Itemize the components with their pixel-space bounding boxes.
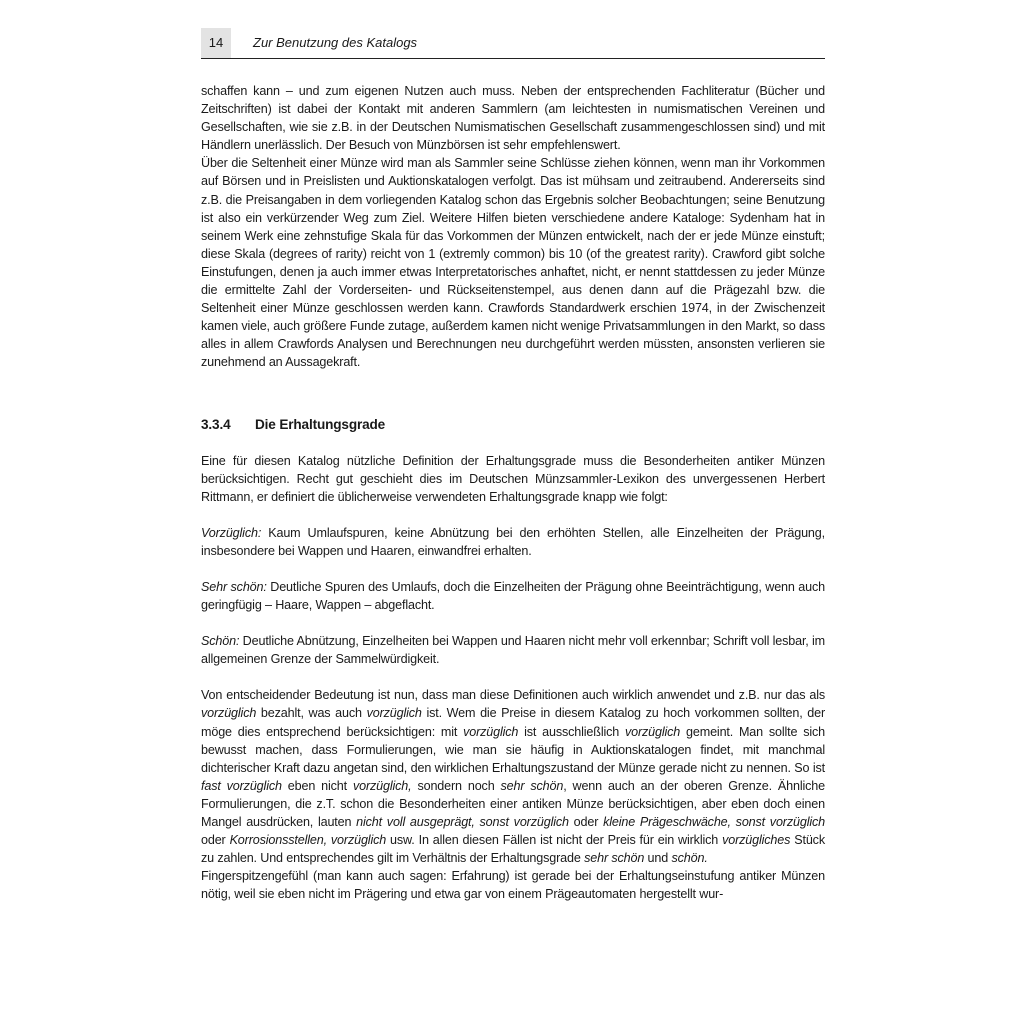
grade-term: Sehr schön: [201, 579, 267, 594]
running-header [201, 28, 825, 59]
text-run: sondern noch [411, 778, 501, 793]
text-run: gemeint. Man sollte sich bewusst machen, dass Formulierungen, wie man sie häufig in Auktionskatalogen findet, mit manchmal dichterischer Kraft dazu angetan sind, den wirklichen Erhaltungszustand der Münze gerade nicht zu nennen. So ist [201, 724, 825, 775]
emphasis: sehr schön [500, 778, 564, 793]
paragraph-continuation: schaffen kann – und zum eigenen Nutzen auch muss. Neben der entsprechenden Fachliteratur (Bücher und Zeitschriften) ist dabei der Kontakt mit anderen Sammlern (am leichtesten in numismatischen Vereinen und Gesellschaften, wie sie z.B. in der Deutschen Numismatischen Gesellschaft zusammengeschlossen sind) und mit Händlern unerlässlich. Der Besuch von Münzbörsen ist sehr empfehlenswert. [201, 84, 825, 153]
text-run: Stück zu zahlen. Und entsprechendes gilt im Verhältnis der Erhaltungsgrade [201, 833, 825, 866]
paragraph-final: Fingerspitzengefühl (man kann auch sagen: Erfahrung) ist gerade bei der Erhaltungseinstufung antiker Münzen nötig, weil sie eben nicht im Prägering und etwa gar von einem Prägeautomaten hergestellt wur- [201, 869, 825, 902]
section-number: 3.3.4 [201, 416, 231, 432]
emphasis: fast vorzüglich [201, 778, 282, 793]
emphasis: sehr schön [584, 851, 645, 866]
emphasis: vorzüglich [201, 706, 257, 721]
text-run: bezahlt, was auch [256, 706, 367, 721]
emphasis: nicht voll ausgeprägt, sonst vorzüglich [356, 815, 569, 829]
text-run: oder [568, 815, 604, 829]
paragraph-rarity: Über die Seltenheit einer Münze wird man als Sammler seine Schlüsse ziehen können, wenn man ihr Vorkommen auf Börsen und in Preislisten und Auktionskatalogen verfolgt. Das ist mühsam und zeitraubend. Andererseits sind z.B. die Preisangaben in dem vorliegenden Katalog schon das Ergebnis solcher Beobachtungen; seine Benutzung ist also ein verkürzender Weg zum Ziel. Weitere Hilfen bieten verschiedene andere Kataloge: Sydenham hat in seinem Werk eine zehnstufige Skala für das Vorkommen der Münzen entwickelt, nach der er jede Münze einstuft; diese Skala (degrees of rarity) reicht von 1 (extremly common) bis 10 (of the greatest rarity). Crawford gibt solche Einstufungen, denen ja auch immer etwas Interpretatorisches anhaftet, nicht, er nennt stattdessen zu jeder Münze die ermittelte Zahl der Vorderseiten- und Rückseitenstempel, aus denen dann auf die Prägezahl bzw. die Seltenheit einer Münze geschlossen werden kann. Crawfords Standardwerk erschien 1974, in der Zwischenzeit kamen viele, auch größere Funde zutage, außerdem kamen nicht wenige Privatsammlungen in den Markt, so dass alles in allem Crawfords Analysen und Berechnungen neu durchgeführt werden müssten, ansonsten verlieren sie zunehmend an Aussagekraft. [201, 156, 825, 370]
text-run: und [644, 851, 672, 866]
grade-term: Schön: [201, 634, 240, 649]
grade-text: Deutliche Abnützung, Einzelheiten bei Wappen und Haaren nicht mehr voll erkennbar; Schrift voll lesbar, im allgemeinen Grenze der Sammelwürdigkeit. [201, 634, 825, 667]
text-run: , wenn auch an der oberen Grenze. Ähnliche Formulierungen, die z.T. schon die Besonderheiten einer antiken Münze berücksichtigen, aber eben doch einen Mangel ausdrücken, lauten [201, 778, 825, 829]
body-text [201, 82, 825, 903]
grade-definition-schoen [201, 632, 825, 668]
grade-definition-vorzueglich [201, 524, 825, 560]
section-heading [201, 416, 825, 434]
text-run: ist ausschließlich [518, 724, 625, 739]
emphasis: vorzüglich [463, 724, 519, 739]
text-run: eben nicht [281, 778, 353, 793]
section-intro: Eine für diesen Katalog nützliche Definition der Erhaltungsgrade muss die Besonderheiten antiker Münzen berücksichtigen. Recht gut geschieht dies im Deutschen Münzsammler-Lexikon des unvergessenen Herbert Rittmann, er definiert die üblicherweise verwendeten Erhaltungsgrade knapp wie folgt: [201, 453, 825, 504]
emphasis: vorzüglich, [352, 778, 412, 793]
running-title: Zur Benutzung des Katalogs [253, 35, 418, 50]
grade-text: Kaum Umlaufspuren, keine Abnützung bei den erhöhten Stellen, alle Einzelheiten der Prägung, insbesondere bei Wappen und Haaren, einwandfrei erhalten. [201, 525, 825, 558]
emphasis: Korrosionsstellen, vorzüglich [229, 833, 387, 848]
emphasis: vorzügliches [722, 833, 791, 848]
emphasis: vorzüglich [624, 724, 681, 739]
page-number: 14 [201, 28, 231, 58]
text-run: oder [201, 833, 230, 848]
section-title: Die Erhaltungsgrade [255, 416, 386, 432]
emphasis: kleine Prägeschwäche, sonst vorzüglich [603, 815, 826, 829]
paragraph-application [201, 686, 825, 867]
text-run: ist. Wem die Preise in diesem Katalog zu hoch vorkommen sollten, der möge dies entsprechend berücksichtigen: mit [201, 706, 825, 739]
emphasis: schön. [671, 851, 708, 866]
grade-text: Deutliche Spuren des Umlaufs, doch die Einzelheiten der Prägung ohne Beeinträchtigung, wenn auch geringfügig – Haare, Wappen – abgeflacht. [201, 579, 825, 613]
grade-definition-sehr-schoen [201, 578, 825, 614]
document-page [201, 28, 825, 903]
emphasis: vorzüglich [366, 706, 422, 721]
grade-term: Vorzüglich: [201, 525, 262, 540]
text-run: Von entscheidender Bedeutung ist nun, dass man diese Definitionen auch wirklich anwendet und z.B. nur das als [201, 688, 825, 703]
text-run: usw. In allen diesen Fällen ist nicht der Preis für ein wirklich [386, 833, 723, 848]
